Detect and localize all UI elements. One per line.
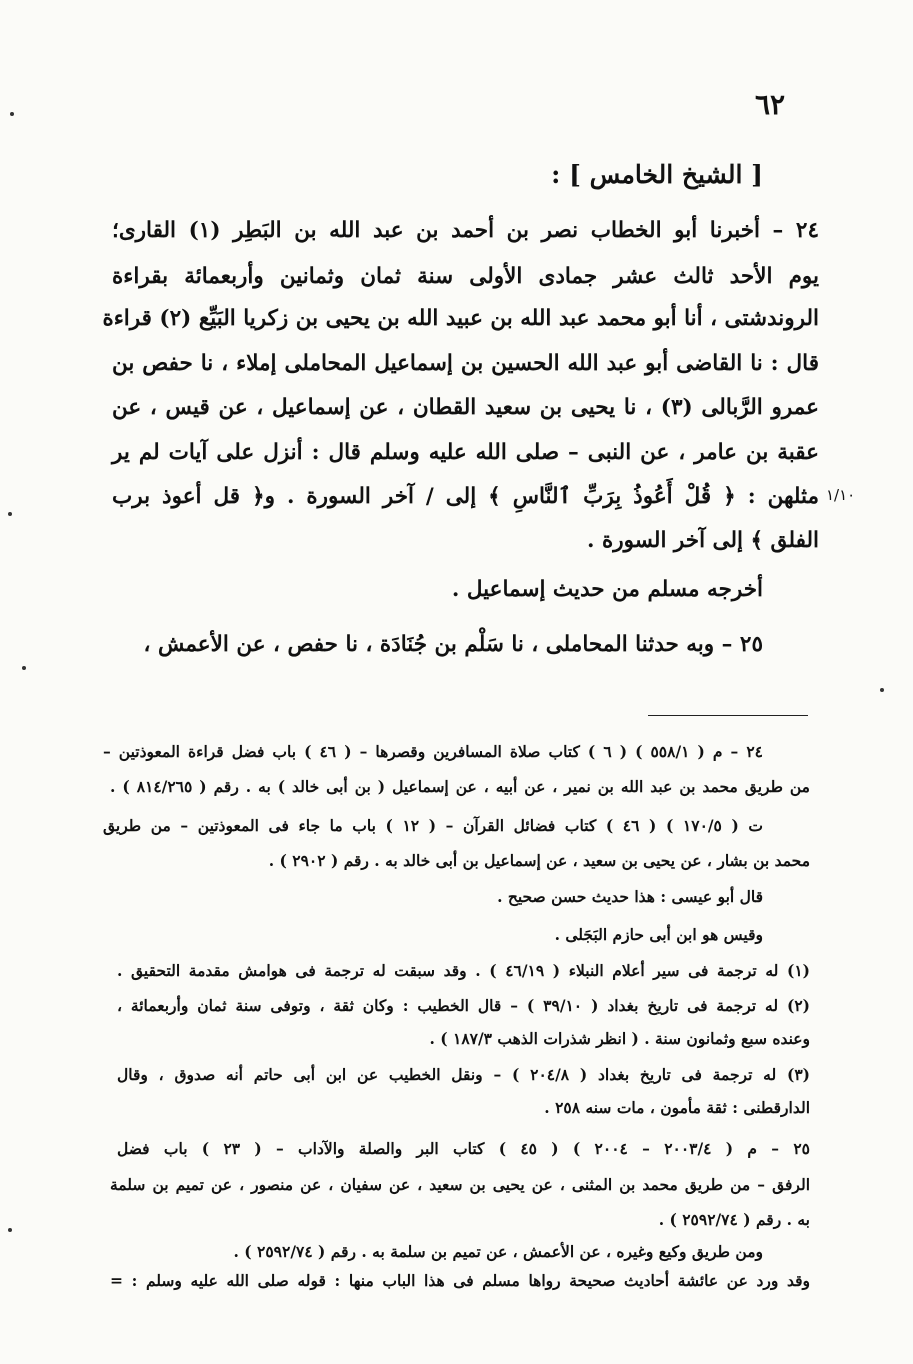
scan-speck [8, 512, 12, 516]
footnote-line: ٢٥ – م ( ٢٠٠٣/٤ – ٢٠٠٤ ) ( ٤٥ ) كتاب البر والصلة والآداب – ( ٢٣ ) باب فضل [117, 1139, 811, 1158]
main-text-line: عقبة بن عامر ، عن النبى – صلى الله عليه وسلم قال : أنزل على آيات لم ير [112, 440, 819, 465]
main-text-line: مثلهن : ﴿ قُلْ أَعُوذُ بِرَبِّ ٱلنَّاسِ ﴾ إلى / آخر السورة . و﴿ قل أعوذ برب [112, 484, 819, 509]
main-text-line: الروندشتى ، أنا أبو محمد عبد الله بن عبيد الله بن يحيى بن زكريا البَيِّع (٢) قراءة [102, 306, 819, 331]
main-text-line: الفلق ﴾ إلى آخر السورة . [587, 528, 819, 553]
main-text-line: عمرو الرَّبالى (٣) ، نا يحيى بن سعيد القطان ، عن إسماعيل ، عن قيس ، عن [112, 395, 819, 420]
scan-speck [22, 666, 26, 670]
footnote-line: من طريق محمد بن عبد الله بن نمير ، عن أبيه ، عن إسماعيل ( بن أبى خالد ) به . رقم ( ٨١٤/٢٦٥ ) . [110, 777, 810, 796]
footnote-line: (١) له ترجمة فى سير أعلام النبلاء ( ٤٦/١٩ ) . وقد سبقت له ترجمة فى هوامش مقدمة التحقيق . [117, 961, 810, 980]
footnote-line: الرفق – من طريق محمد بن المثنى ، عن يحيى بن سعيد ، عن سفيان ، عن منصور ، عن تميم بن سلمة [110, 1175, 810, 1194]
footnote-line: وقد ورد عن عائشة أحاديث صحيحة رواها مسلم فى هذا الباب منها : قوله صلى الله عليه وسلم : = [110, 1271, 810, 1290]
section-heading: [ الشيخ الخامس ] : [551, 160, 763, 189]
footnote-line: ٢٤ – م ( ٥٥٨/١ ) ( ٦ ) كتاب صلاة المسافرين وقصرها – ( ٤٦ ) باب فضل قراءة المعوذتين – [103, 742, 764, 761]
main-text-line: أخرجه مسلم من حديث إسماعيل . [451, 577, 763, 602]
scan-speck [10, 112, 14, 116]
footnote-line: وعنده سبع وثمانون سنة . ( انظر شذرات الذهب ١٨٧/٣ ) . [429, 1029, 810, 1048]
footnote-separator [648, 715, 808, 716]
scan-speck [880, 688, 884, 692]
footnote-line: ومن طريق وكيع وغيره ، عن الأعمش ، عن تميم بن سلمة به . رقم ( ٢٥٩٢/٧٤ ) . [233, 1242, 763, 1261]
footnote-line: (٢) له ترجمة فى تاريخ بغداد ( ٣٩/١٠ ) – قال الخطيب : وكان ثقة ، وتوفى سنة ثمان وأربعمائة ، [117, 996, 811, 1015]
footnote-line: به . رقم ( ٢٥٩٢/٧٤ ) . [658, 1210, 810, 1229]
page-number: ٦٢ [754, 88, 786, 121]
main-text-line: ٢٥ – وبه حدثنا المحاملى ، نا سَلْم بن جُنَادَة ، نا حفص ، عن الأعمش ، [143, 632, 763, 657]
footnote-line: (٣) له ترجمة فى تاريخ بغداد ( ٢٠٤/٨ ) – ونقل الخطيب عن ابن أبى حاتم أنه صدوق ، وقال [117, 1065, 810, 1084]
scan-speck [8, 1228, 12, 1232]
footnote-line: الدارقطنى : ثقة مأمون ، مات سنه ٢٥٨ . [544, 1098, 810, 1117]
footnote-line: وقيس هو ابن أبى حازم البَجَلى . [554, 925, 763, 944]
main-text-line: يوم الأحد ثالث عشر جمادى الأولى سنة ثمان وثمانين وأربعمائة بقراءة [112, 264, 819, 289]
footnote-line: ت ( ١٧٠/٥ ) ( ٤٦ ) كتاب فضائل القرآن – ( ١٢ ) باب ما جاء فى المعوذتين – من طريق [103, 816, 764, 835]
main-text-line: قال : نا القاضى أبو عبد الله الحسين بن إسماعيل المحاملى إملاء ، نا حفص بن [112, 351, 819, 376]
margin-folio-note: ١/١٠ [826, 486, 856, 504]
footnote-line: محمد بن بشار ، عن يحيى بن سعيد ، عن إسماعيل بن أبى خالد به . رقم ( ٢٩٠٢ ) . [268, 851, 810, 870]
footnote-line: قال أبو عيسى : هذا حديث حسن صحيح . [497, 887, 763, 906]
main-text-line: ٢٤ – أخبرنا أبو الخطاب نصر بن أحمد بن عبد الله بن البَطِر (١) القارى؛ [112, 218, 820, 243]
